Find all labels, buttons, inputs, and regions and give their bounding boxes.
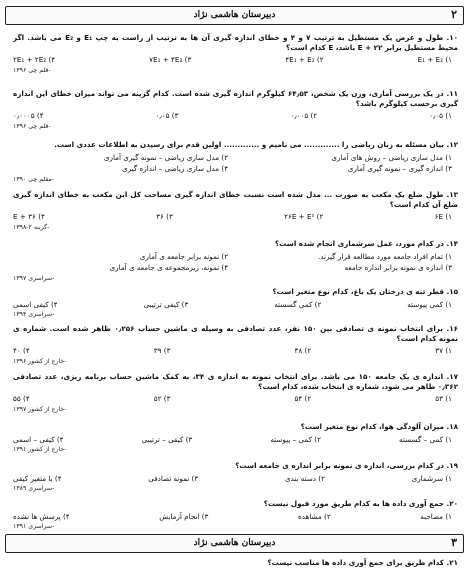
question-13 [13,190,458,233]
options-row [13,346,458,356]
question-stem: ۱۶. برای انتخاب نمونه ی تصادفی بین ۱۵۰ نفر، عدد تصادفی به وسیله ی ماشین حساب ۰٫۲۵۶ ظاهر شده است. شماره ی نمونه کدام است؟ [13,324,458,343]
page-header-2 [5,534,464,553]
option-4: ۴) نمونه، زیرمجموعه ی جامعه ی آماری [109,263,229,273]
option-4: ۴) کیفی اسمی [13,299,58,309]
options-row [13,394,458,404]
question-18 [13,422,458,455]
option-2: ۲) ۴E₁ + E₂ [285,55,324,65]
school-title: دبیرستان هاشمی نژاد [193,538,276,549]
option-3: ۳) کیفی – ترتیبی [141,434,193,444]
source-note: -سراسری ۱۳۸۹ [13,485,55,493]
option-3: ۳) ۷E₁ + ۴E₂ [149,55,192,65]
source-note: -سراسری ۱۳۹۱ [13,523,55,531]
school-title: دبیرستان هاشمی نژاد [193,10,276,21]
options-row [13,300,458,310]
question-stem: ۱۴. در کدام مورد، عمل سرشماری انجام شده است؟ [274,239,458,248]
option-2: ۲) ۲۶E + E² [284,212,324,222]
option-3: ۳) ۳۶ [156,212,173,222]
option-4: ۴) ۰٫۰۰۰۵ [13,111,44,121]
option-4: ۴) ۴۰ [13,346,30,356]
option-1: ۱) تمام افراد جامعه مورد مطالعه قرار گیرند. [317,251,452,261]
option-4: ۴) کیفی – اسمی [13,434,64,444]
option-1: ۱) ۰٫۰۵ [429,111,452,121]
page-number: ۲ [451,8,457,21]
option-3: ۳) ۰٫۰۵ [155,111,179,121]
options-row [13,111,458,121]
option-3: ۳) انجام آزمایش [159,511,209,521]
worksheet-page [5,6,464,569]
option-1: ۱) ۳۷ [435,346,452,356]
option-1: ۱) ۶E [434,212,452,222]
question-17 [13,372,458,415]
options-row [13,212,458,222]
question-stem: ۱۰. طول و عرض یک مستطیل به ترتیب ۷ و ۴ و خطای اندازه گیری آن ها به ترتیب از راست به چپ E₁ و E₂ می باشد. اگر محیط مستطیل برابر E + ۲۲ باشد، E کدام است؟ [13,33,458,52]
option-3: ۳) ۵۲ [153,394,171,404]
option-3: ۳) اندازه گیری – نمونه گیری آماری [347,164,452,174]
source-note: -گزینه ۲-۱۳۹۸ [13,224,50,232]
question-stem: ۱۷. اندازه ی یک جامعه ۱۵۰ می باشد. برای انتخاب نمونه به اندازه ی ۳۴، به کمک ماشین حساب برنامه ریزی، عدد تصادفی ۰٫۳۶۲ ظاهر می شود، شماره ی انتخاب شده، کدام است؟ [13,372,458,391]
source-note: -قلم چی ۱۳۹۶ [13,67,51,75]
page-number: ۳ [451,536,457,549]
option-1: ۱) ۵۳ [435,394,452,404]
option-2: ۲) دسته بندی [284,473,325,483]
option-2: ۲) مشاهده [297,511,331,521]
option-2: ۲) ۰٫۰۰۵ [290,111,318,121]
question-15 [13,287,458,320]
question-20 [13,499,458,532]
option-2: ۲) کمی گسسته [274,299,322,309]
options-grid [13,153,458,174]
options-row [13,512,458,522]
option-1: ۱) سرشماری [411,473,452,483]
option-4: ۴) ۲E₁ + ۲E₂ [13,55,56,65]
option-4: ۴) با متغیر کیفی [13,473,62,483]
options-row [13,474,458,484]
question-stem: ۱۳. طول ضلع یک مکعب به صورت ... مدل شده است نسبت خطای اندازه گیری مساحت کل این مکعب به خطای اندازه گیری ضلع آن کدام است؟ [13,190,458,209]
question-stem: ۲۱. کدام طریق برای جمع آوری داده ها مناسب نیست؟ [267,558,458,567]
question-stem: ۱۵. قطر تنه ی درختان یک باغ، کدام نوع متغیر است؟ [272,287,458,296]
source-note: -مقلم چی ۱۳۹۰ [13,176,55,184]
option-1: ۱) E₁ + E₂ [417,55,452,65]
source-note: -قلم چی ۱۳۹۶ [13,123,51,131]
option-2: ۲) کمی – پیوسته [270,434,321,444]
option-4: ۴) مدل سازی ریاضی – اندازه گیری [122,164,229,174]
source-note: -سراسری ۱۳۹۷ [13,275,55,283]
option-2: ۲) مدل سازی ریاضی – نمونه گیری آماری [103,152,229,162]
option-1: ۱) مدل سازی ریاضی – روش های آماری [331,152,452,162]
source-note: -خارج از کشور ۱۳۹۷ [13,406,67,414]
question-21 [13,558,458,568]
source-note: -خارج از کشور ۱۳۹۶ [13,358,67,366]
option-2: ۲) ۳۸ [294,346,312,356]
question-19 [13,461,458,494]
option-4: ۴) ۵۵ [13,394,30,404]
question-12 [13,140,458,185]
question-16 [13,324,458,367]
question-stem: ۱۸. میزان آلودگی هوا، کدام نوع متغیر است؟ [300,422,458,431]
option-3: ۳) ۳۹ [153,346,171,356]
option-3: ۳) کیفی ترتیبی [143,299,189,309]
question-stem: ۱۱. در یک بررسی آماری، وزن یک شخص، ۶۴٫۵۳ کیلوگرم اندازه گیری شده است. کدام گزینه می تواند میزان خطای این اندازه گیری برحسب کیلوگرم باشد؟ [13,89,459,108]
option-4: ۴) پرسش ها نشده [13,511,70,521]
option-4: ۴) ۳۶ + E [13,212,45,222]
option-1: ۱) کمی – گسسته [399,434,452,444]
option-1: ۱) کمی پیوسته [407,299,452,309]
option-3: ۳) اندازه ی نمونه برابر اندازه جامعه [344,263,452,273]
question-14 [13,239,458,284]
option-2: ۲) ۵۴ [294,394,312,404]
options-row [13,55,458,65]
option-2: ۲) نمونه برابر جامعه ی آماری [139,251,229,261]
question-10 [13,33,458,76]
options-grid [13,252,458,273]
question-stem: ۲۰. جمع آوری داده ها به کدام طریق مورد قبول نیست؟ [263,499,458,508]
option-1: ۱) مصاحبه [420,511,452,521]
question-stem: ۱۹. در کدام بررسی، اندازه ی نمونه برابر اندازه ی جامعه است؟ [235,461,458,470]
option-3: ۳) نمونه تصادفی [148,473,199,483]
source-note: -سراسری ۱۳۹۴ [13,311,55,319]
question-stem: ۱۲. بیان مسئله به زبان ریاضی را ............. می نامیم و ............. اولین قدم برای رسیدن به اطلاعات عددی است. [54,140,458,149]
source-note: -خارج از کشور ۱۳۹۱ [13,446,67,454]
page-header [5,6,464,25]
question-11 [13,89,458,132]
options-row [13,435,458,445]
